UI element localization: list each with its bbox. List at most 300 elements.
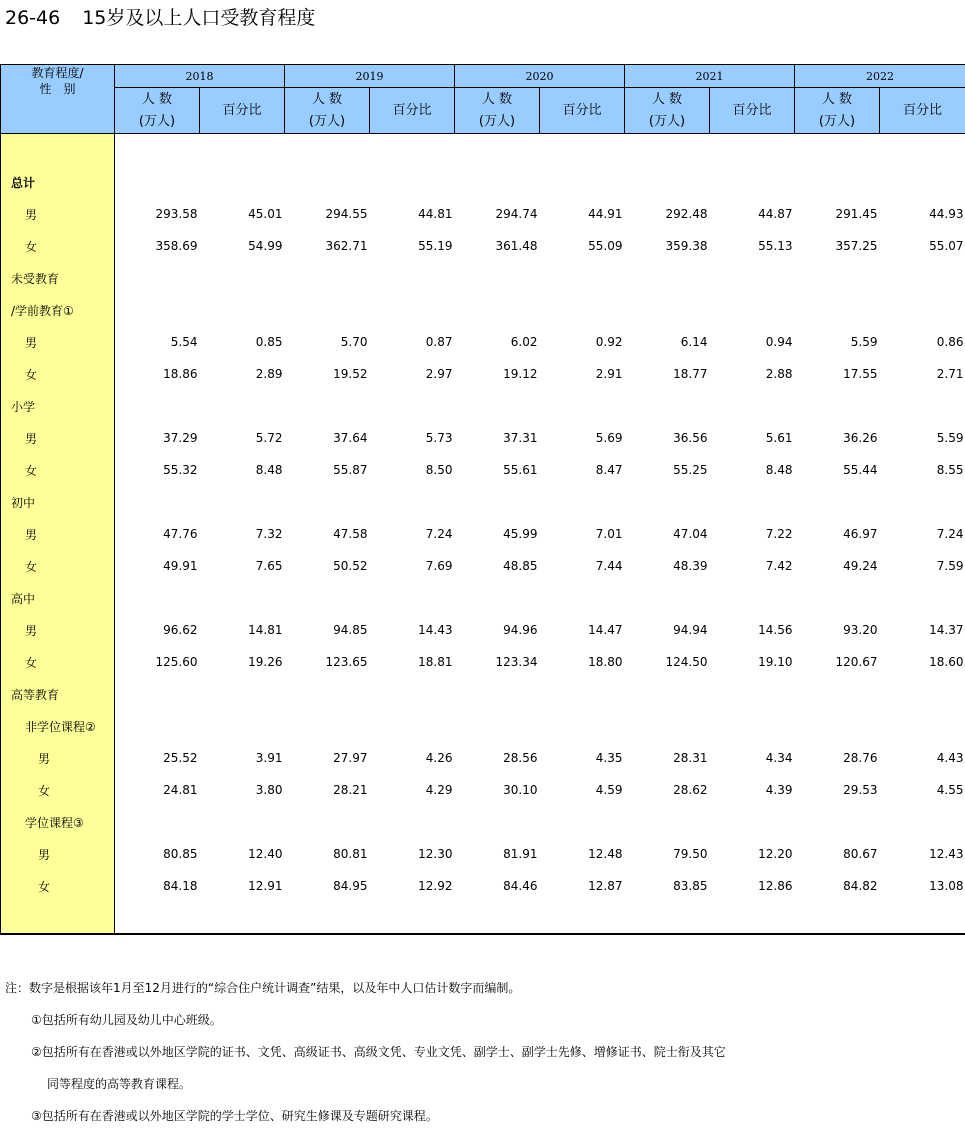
- table-row: [1, 262, 965, 294]
- note-2-continued: 同等程度的高等教育课程。: [5, 1068, 726, 1100]
- percent-cell: 4.55: [880, 774, 965, 806]
- count-cell: 55.44: [795, 454, 880, 486]
- percent-header: 百分比: [540, 88, 625, 134]
- percent-cell: 5.61: [710, 422, 795, 454]
- empty-cell: [115, 678, 200, 710]
- count-header-line2: (万人): [625, 111, 709, 133]
- row-label: 男: [1, 326, 115, 358]
- empty-cell: [370, 678, 455, 710]
- count-cell: 29.53: [795, 774, 880, 806]
- empty-cell: [285, 806, 370, 838]
- empty-cell: [880, 710, 965, 742]
- percent-cell: 14.43: [370, 614, 455, 646]
- count-cell: 19.52: [285, 358, 370, 390]
- percent-cell: 13.08: [880, 870, 965, 902]
- count-cell: 293.58: [115, 198, 200, 230]
- empty-cell: [710, 582, 795, 614]
- table-row: [1, 806, 965, 838]
- row-label: 未受教育: [1, 262, 115, 294]
- percent-cell: 12.20: [710, 838, 795, 870]
- percent-cell: 7.24: [370, 518, 455, 550]
- percent-cell: 8.48: [200, 454, 285, 486]
- empty-cell: [285, 262, 370, 294]
- corner-line2: 性 别: [1, 81, 114, 97]
- percent-cell: 0.87: [370, 326, 455, 358]
- count-cell: 94.94: [625, 614, 710, 646]
- table-row: [1, 230, 965, 262]
- percent-cell: 12.30: [370, 838, 455, 870]
- count-cell: 55.61: [455, 454, 540, 486]
- row-label: /学前教育①: [1, 294, 115, 326]
- empty-cell: [625, 806, 710, 838]
- count-cell: 17.55: [795, 358, 880, 390]
- note-main: 注：数字是根据该年1月至12月进行的“综合住户统计调查”结果，以及年中人口估计数字而编制。: [5, 972, 726, 1004]
- percent-cell: 3.80: [200, 774, 285, 806]
- count-header-line2: (万人): [115, 111, 199, 133]
- row-label: 小学: [1, 390, 115, 422]
- row-label: 高中: [1, 582, 115, 614]
- empty-cell: [370, 902, 455, 934]
- empty-cell: [540, 486, 625, 518]
- empty-cell: [455, 390, 540, 422]
- row-label: 男: [1, 422, 115, 454]
- percent-cell: 5.59: [880, 422, 965, 454]
- empty-cell: [795, 262, 880, 294]
- count-header: [285, 88, 370, 134]
- count-header-line1: 人 数: [455, 89, 539, 111]
- empty-cell: [115, 582, 200, 614]
- empty-cell: [540, 902, 625, 934]
- empty-cell: [540, 678, 625, 710]
- percent-cell: 19.26: [200, 646, 285, 678]
- percent-cell: 54.99: [200, 230, 285, 262]
- count-cell: 47.04: [625, 518, 710, 550]
- count-cell: 361.48: [455, 230, 540, 262]
- empty-cell: [540, 390, 625, 422]
- percent-cell: 2.89: [200, 358, 285, 390]
- count-cell: 84.95: [285, 870, 370, 902]
- empty-cell: [710, 134, 795, 167]
- count-cell: 24.81: [115, 774, 200, 806]
- empty-cell: [540, 806, 625, 838]
- percent-cell: 2.97: [370, 358, 455, 390]
- count-cell: 5.70: [285, 326, 370, 358]
- empty-cell: [625, 678, 710, 710]
- percent-cell: 14.81: [200, 614, 285, 646]
- empty-cell: [455, 710, 540, 742]
- footnotes: [5, 972, 726, 1132]
- percent-cell: 0.85: [200, 326, 285, 358]
- count-cell: 25.52: [115, 742, 200, 774]
- count-cell: 294.74: [455, 198, 540, 230]
- count-cell: 5.59: [795, 326, 880, 358]
- empty-cell: [795, 806, 880, 838]
- percent-cell: 4.26: [370, 742, 455, 774]
- count-cell: 362.71: [285, 230, 370, 262]
- count-cell: 19.12: [455, 358, 540, 390]
- empty-cell: [710, 294, 795, 326]
- empty-cell: [795, 294, 880, 326]
- empty-cell: [880, 134, 965, 167]
- table-row: [1, 358, 965, 390]
- count-cell: 5.54: [115, 326, 200, 358]
- row-label: 总计: [1, 166, 115, 198]
- percent-cell: 12.43: [880, 838, 965, 870]
- empty-cell: [200, 710, 285, 742]
- note-1: ①包括所有幼儿园及幼儿中心班级。: [5, 1004, 726, 1036]
- empty-cell: [710, 166, 795, 198]
- percent-cell: 2.71: [880, 358, 965, 390]
- count-cell: 359.38: [625, 230, 710, 262]
- empty-cell: [370, 262, 455, 294]
- count-cell: 45.99: [455, 518, 540, 550]
- percent-header: 百分比: [880, 88, 965, 134]
- percent-cell: 8.55: [880, 454, 965, 486]
- page-title: [5, 3, 315, 30]
- count-cell: 37.29: [115, 422, 200, 454]
- empty-cell: [880, 678, 965, 710]
- empty-cell: [795, 390, 880, 422]
- empty-cell: [795, 902, 880, 934]
- count-cell: 123.65: [285, 646, 370, 678]
- empty-cell: [880, 806, 965, 838]
- row-label: [1, 134, 115, 167]
- empty-cell: [455, 902, 540, 934]
- count-cell: 80.81: [285, 838, 370, 870]
- year-header-2018: 2018: [115, 65, 285, 88]
- count-cell: 357.25: [795, 230, 880, 262]
- count-cell: 96.62: [115, 614, 200, 646]
- percent-cell: 4.34: [710, 742, 795, 774]
- percent-cell: 4.35: [540, 742, 625, 774]
- count-cell: 49.24: [795, 550, 880, 582]
- empty-cell: [370, 390, 455, 422]
- table-row: [1, 486, 965, 518]
- empty-cell: [200, 806, 285, 838]
- empty-cell: [880, 486, 965, 518]
- count-cell: 27.97: [285, 742, 370, 774]
- count-cell: 84.82: [795, 870, 880, 902]
- count-cell: 6.02: [455, 326, 540, 358]
- empty-cell: [200, 390, 285, 422]
- education-table: [0, 64, 965, 935]
- empty-cell: [795, 134, 880, 167]
- percent-cell: 7.01: [540, 518, 625, 550]
- percent-cell: 4.43: [880, 742, 965, 774]
- count-cell: 46.97: [795, 518, 880, 550]
- percent-cell: 7.42: [710, 550, 795, 582]
- percent-cell: 8.47: [540, 454, 625, 486]
- count-header: [795, 88, 880, 134]
- empty-cell: [795, 582, 880, 614]
- row-label: 女: [1, 358, 115, 390]
- count-cell: 36.26: [795, 422, 880, 454]
- empty-cell: [200, 678, 285, 710]
- count-cell: 84.18: [115, 870, 200, 902]
- count-header-line2: (万人): [285, 111, 369, 133]
- count-cell: 28.56: [455, 742, 540, 774]
- empty-cell: [455, 806, 540, 838]
- count-cell: 6.14: [625, 326, 710, 358]
- count-cell: 124.50: [625, 646, 710, 678]
- empty-cell: [625, 902, 710, 934]
- count-cell: 28.76: [795, 742, 880, 774]
- empty-cell: [370, 134, 455, 167]
- header-corner: [1, 65, 115, 134]
- table-title: 15岁及以上人口受教育程度: [82, 7, 315, 29]
- percent-cell: 2.88: [710, 358, 795, 390]
- count-cell: 47.76: [115, 518, 200, 550]
- percent-cell: 5.69: [540, 422, 625, 454]
- empty-cell: [370, 710, 455, 742]
- row-label: 女: [1, 870, 115, 902]
- percent-cell: 55.07: [880, 230, 965, 262]
- empty-cell: [285, 902, 370, 934]
- empty-cell: [795, 486, 880, 518]
- count-cell: 37.31: [455, 422, 540, 454]
- count-cell: 28.31: [625, 742, 710, 774]
- percent-cell: 0.94: [710, 326, 795, 358]
- empty-cell: [880, 582, 965, 614]
- row-label: 女: [1, 774, 115, 806]
- empty-cell: [710, 678, 795, 710]
- empty-cell: [115, 262, 200, 294]
- percent-cell: 12.48: [540, 838, 625, 870]
- count-cell: 94.85: [285, 614, 370, 646]
- percent-cell: 8.50: [370, 454, 455, 486]
- empty-cell: [115, 806, 200, 838]
- empty-cell: [455, 166, 540, 198]
- count-cell: 294.55: [285, 198, 370, 230]
- percent-cell: 55.19: [370, 230, 455, 262]
- empty-cell: [710, 806, 795, 838]
- percent-cell: 14.47: [540, 614, 625, 646]
- count-cell: 80.85: [115, 838, 200, 870]
- table-row: [1, 518, 965, 550]
- percent-cell: 2.91: [540, 358, 625, 390]
- count-cell: 50.52: [285, 550, 370, 582]
- count-header: [625, 88, 710, 134]
- percent-cell: 3.91: [200, 742, 285, 774]
- empty-cell: [200, 902, 285, 934]
- percent-cell: 55.13: [710, 230, 795, 262]
- empty-cell: [455, 294, 540, 326]
- table-row: [1, 198, 965, 230]
- empty-cell: [285, 390, 370, 422]
- table-row: [1, 774, 965, 806]
- percent-cell: 4.59: [540, 774, 625, 806]
- percent-cell: 7.22: [710, 518, 795, 550]
- count-cell: 37.64: [285, 422, 370, 454]
- spacer-row: [1, 134, 965, 167]
- row-label: 男: [1, 742, 115, 774]
- empty-cell: [625, 486, 710, 518]
- table-row: [1, 390, 965, 422]
- empty-cell: [285, 678, 370, 710]
- percent-cell: 0.92: [540, 326, 625, 358]
- year-header-2022: 2022: [795, 65, 965, 88]
- count-cell: 18.86: [115, 358, 200, 390]
- empty-cell: [880, 262, 965, 294]
- empty-cell: [625, 294, 710, 326]
- table-row: [1, 326, 965, 358]
- percent-cell: 12.40: [200, 838, 285, 870]
- empty-cell: [115, 710, 200, 742]
- empty-cell: [285, 486, 370, 518]
- row-label: 女: [1, 646, 115, 678]
- empty-cell: [200, 262, 285, 294]
- empty-cell: [455, 582, 540, 614]
- percent-cell: 7.24: [880, 518, 965, 550]
- percent-cell: 5.73: [370, 422, 455, 454]
- percent-cell: 44.93: [880, 198, 965, 230]
- count-cell: 93.20: [795, 614, 880, 646]
- empty-cell: [455, 678, 540, 710]
- empty-cell: [710, 902, 795, 934]
- percent-cell: 4.39: [710, 774, 795, 806]
- table-row: [1, 294, 965, 326]
- count-cell: 28.21: [285, 774, 370, 806]
- empty-cell: [540, 710, 625, 742]
- percent-cell: 12.92: [370, 870, 455, 902]
- count-cell: 48.39: [625, 550, 710, 582]
- empty-cell: [115, 486, 200, 518]
- row-label: 男: [1, 838, 115, 870]
- empty-cell: [880, 390, 965, 422]
- row-label: 男: [1, 614, 115, 646]
- count-cell: 358.69: [115, 230, 200, 262]
- empty-cell: [285, 582, 370, 614]
- row-label: 初中: [1, 486, 115, 518]
- count-cell: 80.67: [795, 838, 880, 870]
- row-label: [1, 902, 115, 934]
- empty-cell: [540, 582, 625, 614]
- empty-cell: [285, 134, 370, 167]
- empty-cell: [200, 166, 285, 198]
- table-row: [1, 742, 965, 774]
- empty-cell: [540, 134, 625, 167]
- row-label: 女: [1, 454, 115, 486]
- percent-cell: 18.60: [880, 646, 965, 678]
- empty-cell: [540, 294, 625, 326]
- empty-cell: [710, 262, 795, 294]
- empty-cell: [625, 582, 710, 614]
- empty-cell: [455, 262, 540, 294]
- row-label: 男: [1, 198, 115, 230]
- count-cell: 49.91: [115, 550, 200, 582]
- row-label: 高等教育: [1, 678, 115, 710]
- count-cell: 123.34: [455, 646, 540, 678]
- empty-cell: [455, 134, 540, 167]
- percent-cell: 8.48: [710, 454, 795, 486]
- count-cell: 81.91: [455, 838, 540, 870]
- table-row: [1, 422, 965, 454]
- count-header: [455, 88, 540, 134]
- count-cell: 84.46: [455, 870, 540, 902]
- corner-line1: 教育程度/: [1, 65, 114, 81]
- percent-cell: 44.81: [370, 198, 455, 230]
- percent-cell: 4.29: [370, 774, 455, 806]
- table-row: [1, 838, 965, 870]
- empty-cell: [710, 710, 795, 742]
- table-row: [1, 646, 965, 678]
- percent-header: 百分比: [200, 88, 285, 134]
- table-row: [1, 710, 965, 742]
- count-cell: 292.48: [625, 198, 710, 230]
- row-label: 非学位课程②: [1, 710, 115, 742]
- empty-cell: [710, 390, 795, 422]
- table-row: [1, 614, 965, 646]
- count-cell: 125.60: [115, 646, 200, 678]
- percent-cell: 7.59: [880, 550, 965, 582]
- percent-cell: 12.87: [540, 870, 625, 902]
- table-row: [1, 582, 965, 614]
- empty-cell: [200, 486, 285, 518]
- empty-cell: [115, 294, 200, 326]
- empty-cell: [200, 582, 285, 614]
- empty-cell: [370, 166, 455, 198]
- count-cell: 18.77: [625, 358, 710, 390]
- empty-cell: [795, 166, 880, 198]
- empty-cell: [115, 902, 200, 934]
- count-cell: 55.25: [625, 454, 710, 486]
- empty-cell: [370, 582, 455, 614]
- percent-cell: 5.72: [200, 422, 285, 454]
- table-row: [1, 678, 965, 710]
- count-cell: 120.67: [795, 646, 880, 678]
- empty-cell: [370, 294, 455, 326]
- empty-cell: [115, 166, 200, 198]
- empty-cell: [880, 294, 965, 326]
- table-row: [1, 166, 965, 198]
- year-header-2021: 2021: [625, 65, 795, 88]
- count-cell: 55.87: [285, 454, 370, 486]
- empty-cell: [200, 134, 285, 167]
- empty-cell: [795, 678, 880, 710]
- percent-cell: 12.91: [200, 870, 285, 902]
- empty-cell: [285, 710, 370, 742]
- count-cell: 55.32: [115, 454, 200, 486]
- count-cell: 291.45: [795, 198, 880, 230]
- percent-cell: 12.86: [710, 870, 795, 902]
- year-header-2019: 2019: [285, 65, 455, 88]
- empty-cell: [880, 902, 965, 934]
- percent-cell: 7.65: [200, 550, 285, 582]
- percent-cell: 0.86: [880, 326, 965, 358]
- empty-cell: [285, 294, 370, 326]
- count-cell: 94.96: [455, 614, 540, 646]
- empty-cell: [795, 710, 880, 742]
- empty-cell: [710, 486, 795, 518]
- percent-header: 百分比: [710, 88, 795, 134]
- percent-cell: 14.37: [880, 614, 965, 646]
- table-row: [1, 454, 965, 486]
- empty-cell: [625, 166, 710, 198]
- empty-cell: [625, 262, 710, 294]
- count-header-line1: 人 数: [115, 89, 199, 111]
- percent-header: 百分比: [370, 88, 455, 134]
- count-cell: 79.50: [625, 838, 710, 870]
- empty-cell: [880, 166, 965, 198]
- count-cell: 28.62: [625, 774, 710, 806]
- count-header-line1: 人 数: [795, 89, 879, 111]
- count-cell: 36.56: [625, 422, 710, 454]
- percent-cell: 18.81: [370, 646, 455, 678]
- empty-cell: [625, 390, 710, 422]
- percent-cell: 19.10: [710, 646, 795, 678]
- empty-cell: [625, 710, 710, 742]
- empty-cell: [370, 486, 455, 518]
